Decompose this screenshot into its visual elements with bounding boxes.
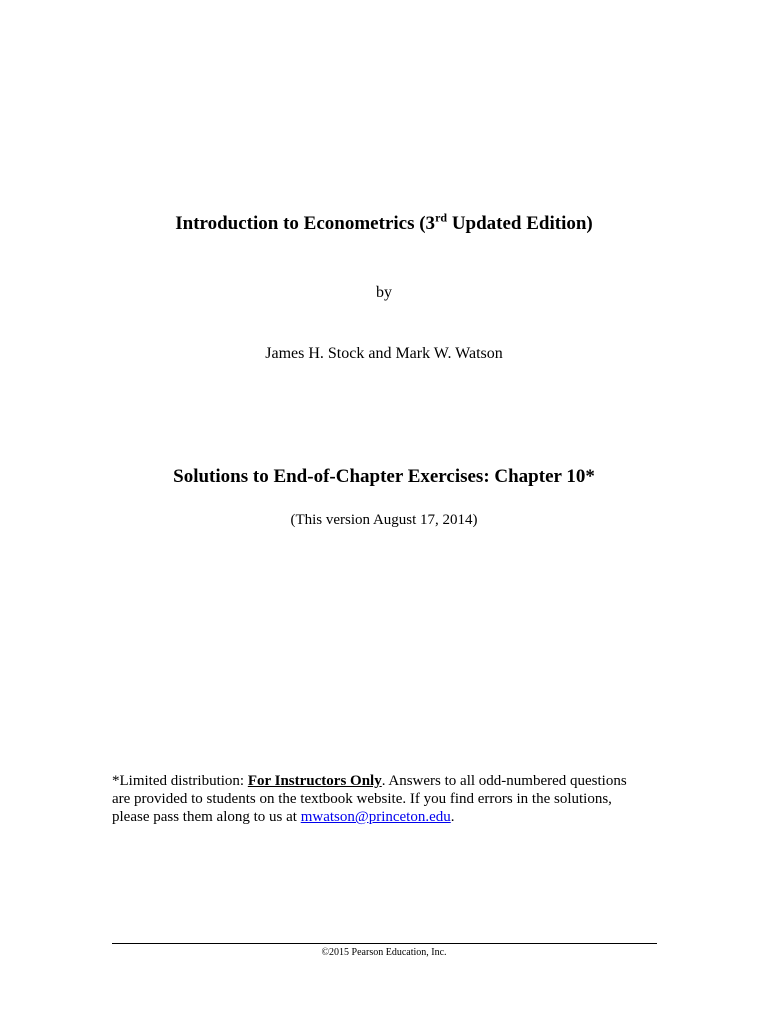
footnote-intro: *Limited distribution: xyxy=(112,773,248,789)
title-superscript: rd xyxy=(435,210,448,225)
version-note: (This version August 17, 2014) xyxy=(290,512,478,528)
authors: James H. Stock and Mark W. Watson xyxy=(265,345,503,362)
footnote-contact: please pass them along to us at xyxy=(112,809,301,825)
title-edition: Updated Edition) xyxy=(447,213,593,234)
subtitle-text: Solutions to End-of-Chapter Exercises: Chapter 10 xyxy=(173,466,586,487)
copyright-notice: ©2015 Pearson Education, Inc. xyxy=(321,947,447,958)
footnote-marker: * xyxy=(585,466,595,487)
document-title xyxy=(0,210,768,235)
footnote-end: . xyxy=(450,809,455,825)
document-subtitle xyxy=(0,466,768,488)
footer-divider xyxy=(112,943,657,944)
footnote-line-3 xyxy=(112,808,672,826)
footnote-line-2: are provided to students on the textbook website. If you find errors in the solutions, xyxy=(112,791,612,807)
footnote xyxy=(112,772,672,826)
footnote-line-1 xyxy=(112,772,672,790)
by-line: by xyxy=(376,284,392,301)
footnote-answers: . Answers to all odd-numbered questions xyxy=(381,773,627,789)
email-link[interactable]: mwatson@princeton.edu xyxy=(300,809,451,825)
title-main: Introduction to Econometrics (3 xyxy=(175,213,436,234)
instructors-only-label: For Instructors Only xyxy=(247,773,382,789)
